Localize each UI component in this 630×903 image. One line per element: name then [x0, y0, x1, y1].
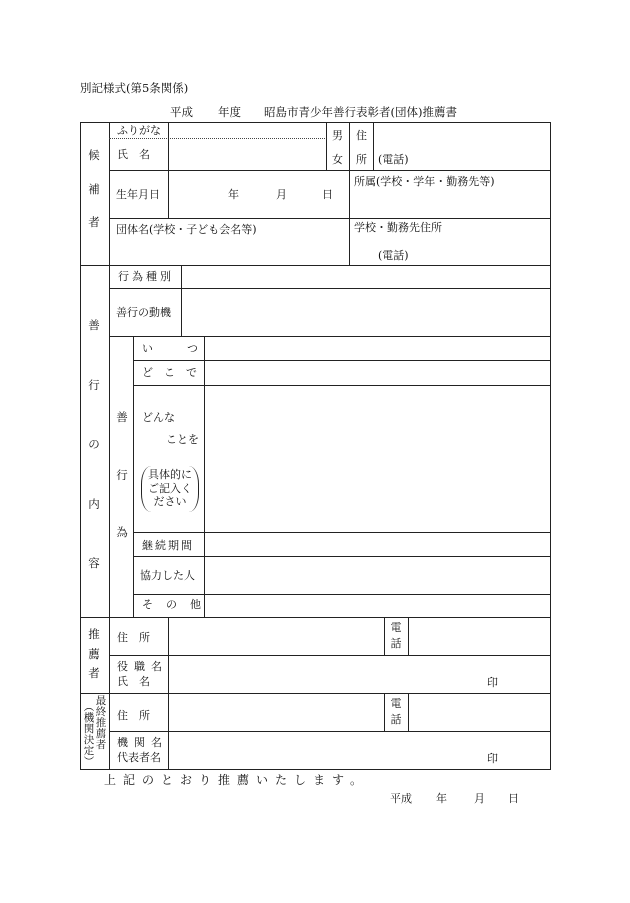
deed-section-label: 善 行 の 内 容 — [88, 318, 100, 570]
where-label: どこで — [142, 366, 208, 379]
other-label: その他 — [142, 598, 214, 611]
footer-date-day: 日 — [508, 792, 519, 805]
final-rep-label: 代表者名 — [117, 751, 161, 764]
what-label-1: どんな — [142, 411, 175, 424]
recommender-phone-label: 電 話 — [390, 621, 402, 650]
birth-month-unit: 月 — [276, 188, 287, 201]
cooperator-label: 協力した人 — [140, 569, 195, 582]
duration-label: 継続期間 — [142, 539, 194, 552]
affiliation-label: 所属(学校・学年・勤務先等) — [354, 175, 495, 188]
deed-motive-label: 善行の動機 — [116, 306, 171, 319]
birth-year-unit: 年 — [228, 188, 239, 201]
candidate-phone-label: (電話) — [378, 153, 409, 166]
appendix-label: 別記様式(第5条関係) — [80, 81, 189, 95]
footer-date-year: 年 — [436, 792, 447, 805]
recommender-address-label: 住 所 — [117, 631, 150, 644]
when-label: いつ — [142, 342, 232, 355]
deed-type-label: 行為種別 — [118, 270, 174, 283]
recommender-seal: 印 — [487, 676, 498, 689]
final-phone-label: 電 話 — [390, 697, 402, 726]
group-name-label: 団体名(学校・子ども会名等) — [116, 223, 257, 236]
candidate-section-label: 候 補 者 — [88, 148, 100, 229]
final-recommender-section-label: 最 終 推 薦 者 ︵ 機 関 決 定 ︶ — [83, 695, 107, 768]
footer-date-month: 月 — [474, 792, 485, 805]
recommendation-statement: 上記のとおり推薦いたします。 — [104, 773, 370, 787]
page-title: 昭島市青少年善行表彰者(団体)推薦書 — [264, 105, 457, 119]
recommender-section-label: 推 薦 者 — [88, 627, 100, 680]
what-label-2: ことを — [166, 433, 199, 446]
school-address-label: 学校・勤務先住所 — [354, 221, 442, 234]
final-org-label: 機関名 — [117, 736, 168, 749]
final-address-label: 住 所 — [117, 709, 150, 722]
footer-date-era: 平成 — [390, 792, 412, 805]
name-label: 氏 名 — [117, 148, 150, 161]
birth-day-unit: 日 — [322, 188, 333, 201]
title-era: 平成 — [170, 105, 193, 119]
school-phone-label: (電話) — [378, 249, 409, 262]
gender-female: 女 — [332, 153, 343, 166]
specific-note: 具体的にご記入ください — [148, 468, 192, 508]
title-year: 年度 — [218, 105, 241, 119]
address-label-1: 住 — [356, 129, 367, 142]
deed-act-label: 善 行 為 — [116, 410, 128, 539]
recommender-title-label: 役職名 — [117, 660, 168, 673]
final-seal: 印 — [487, 752, 498, 765]
furigana-label: ふりがな — [117, 124, 161, 137]
birthdate-label: 生年月日 — [116, 188, 160, 201]
address-label-2: 所 — [356, 153, 367, 166]
recommender-name-label: 氏 名 — [117, 675, 150, 688]
gender-male: 男 — [332, 129, 343, 142]
